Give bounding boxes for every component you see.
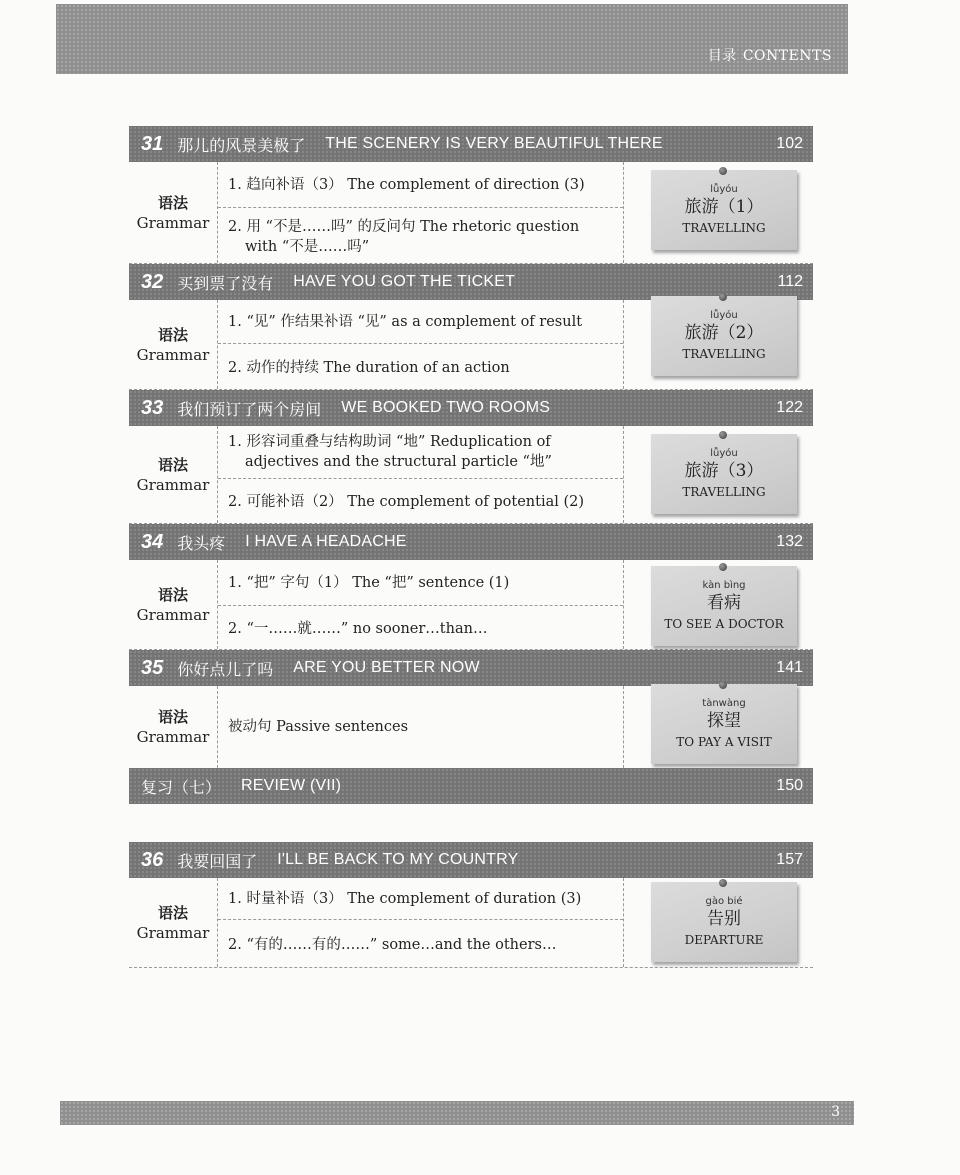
grammar-label — [129, 300, 218, 389]
pushpin-icon — [719, 167, 727, 175]
grammar-items — [218, 300, 624, 389]
note-pinyin: kàn bìng — [702, 580, 746, 591]
lesson-page-number: 141 — [776, 659, 803, 676]
note-title-zh: 旅游（1） — [684, 197, 764, 217]
lesson-number: 33 — [141, 396, 164, 419]
grammar-item: 1. 趋向补语（3） The complement of direction (3) — [218, 162, 623, 208]
grammar-items — [218, 162, 624, 263]
grammar-item: 1. “把” 字句（1） The “把” sentence (1) — [218, 560, 623, 606]
lesson-number: 32 — [141, 270, 164, 293]
lesson-title-en: I'LL BE BACK TO MY COUNTRY — [277, 851, 519, 868]
note-title-en: DEPARTURE — [684, 933, 764, 947]
grammar-items — [218, 426, 624, 523]
grammar-items — [218, 560, 624, 649]
lesson-title-zh: 那儿的风景美极了 — [177, 135, 306, 155]
grammar-item: 2. 用 “不是……吗” 的反问句 The rhetoric question with “不是……吗” — [228, 218, 580, 255]
pushpin-icon — [719, 293, 727, 301]
grammar-label-zh: 语法 — [157, 903, 188, 922]
grammar-label-en: Grammar — [136, 475, 210, 494]
grammar-label-en: Grammar — [136, 605, 210, 624]
lesson-title-zh: 你好点儿了吗 — [177, 659, 274, 679]
note-title-en: TO SEE A DOCTOR — [664, 617, 784, 631]
note-pinyin: tànwàng — [702, 698, 746, 709]
grammar-item: 2. “有的……有的……” some…and the others… — [228, 936, 557, 953]
grammar-label — [129, 162, 218, 263]
lesson-32-bar[interactable] — [129, 264, 813, 300]
lesson-33-bar[interactable] — [129, 390, 813, 426]
page-number: 3 — [831, 1104, 840, 1120]
grammar-label-en: Grammar — [136, 213, 210, 232]
grammar-label-zh: 语法 — [157, 585, 188, 604]
lesson-36-bar[interactable] — [129, 842, 813, 878]
note-pinyin: gào bié — [705, 896, 743, 907]
lesson-number: 31 — [141, 132, 164, 155]
grammar-item: 2. 可能补语（2） The complement of potential (2) — [228, 494, 585, 510]
review-bar[interactable] — [129, 768, 813, 804]
lesson-title-en: I HAVE A HEADACHE — [245, 533, 407, 550]
note-title-en: TRAVELLING — [682, 221, 766, 235]
grammar-items — [218, 686, 624, 768]
review-title-zh: 复习（七） — [141, 777, 222, 797]
grammar-label-en: Grammar — [136, 923, 210, 942]
grammar-label-en: Grammar — [136, 728, 210, 746]
lesson-page-number: 157 — [776, 851, 803, 868]
lesson-page-number: 122 — [776, 399, 803, 416]
contents-label-zh: 目录 — [707, 48, 737, 64]
note-title-zh: 旅游（2） — [684, 323, 764, 343]
note-title-zh: 看病 — [707, 593, 741, 613]
grammar-label — [129, 878, 218, 967]
topic-note-card — [651, 170, 797, 250]
lesson-title-zh: 我头疼 — [177, 533, 226, 553]
topic-note-card — [651, 434, 797, 514]
lesson-title-en: HAVE YOU GOT THE TICKET — [293, 273, 516, 290]
review-page-number: 150 — [776, 777, 803, 794]
topic-note-card — [651, 684, 797, 764]
lesson-number: 34 — [141, 530, 164, 553]
lesson-title-en: ARE YOU BETTER NOW — [293, 659, 480, 676]
note-pinyin: lǚyóu — [710, 310, 738, 321]
lesson-title-en: THE SCENERY IS VERY BEAUTIFUL THERE — [325, 135, 663, 152]
grammar-item: 1. “见” 作结果补语 “见” as a complement of result — [218, 300, 623, 344]
lesson-35-bar[interactable] — [129, 650, 813, 686]
grammar-item: 2. “一……就……” no sooner…than… — [228, 620, 488, 637]
topic-note-card — [651, 882, 797, 962]
pushpin-icon — [719, 563, 727, 571]
grammar-items — [218, 878, 624, 967]
lesson-page-number: 102 — [776, 135, 803, 152]
lesson-number: 35 — [141, 656, 164, 679]
note-title-zh: 告别 — [707, 909, 741, 929]
lesson-31-bar[interactable] — [129, 126, 813, 162]
grammar-label — [129, 426, 218, 523]
lesson-34-bar[interactable] — [129, 524, 813, 560]
topic-note-card — [651, 566, 797, 646]
lesson-page-number: 112 — [777, 273, 803, 290]
grammar-item: 1. 时量补语（3） The complement of duration (3) — [218, 878, 623, 920]
lesson-title-zh: 我们预订了两个房间 — [177, 399, 322, 419]
grammar-label-zh: 语法 — [157, 325, 188, 344]
grammar-label-zh: 语法 — [157, 193, 188, 212]
lesson-number: 36 — [141, 848, 164, 871]
lesson-title-en: WE BOOKED TWO ROOMS — [341, 399, 551, 416]
grammar-label-zh: 语法 — [157, 708, 188, 726]
lesson-title-zh: 我要回国了 — [177, 851, 258, 871]
review-title-en: REVIEW (VII) — [241, 777, 342, 794]
grammar-item: 2. 动作的持续 The duration of an action — [228, 359, 510, 376]
note-pinyin: lǚyóu — [710, 448, 738, 459]
bottom-footer-band — [60, 1101, 854, 1125]
contents-label-en: CONTENTS — [742, 48, 832, 64]
note-title-en: TO PAY A VISIT — [676, 735, 772, 749]
lesson-title-zh: 买到票了没有 — [177, 273, 274, 293]
pushpin-icon — [719, 879, 727, 887]
pushpin-icon — [719, 431, 727, 439]
note-title-en: TRAVELLING — [682, 485, 766, 499]
grammar-label — [129, 686, 218, 768]
contents-header — [708, 45, 832, 65]
pushpin-icon — [719, 681, 727, 689]
grammar-label-en: Grammar — [136, 345, 210, 364]
grammar-item: 1. 形容词重叠与结构助词 “地” Reduplication of adjectives and the structural particle “地” — [218, 426, 623, 479]
grammar-item: 被动句 Passive sentences — [228, 719, 409, 735]
note-title-zh: 探望 — [707, 711, 741, 731]
grammar-label — [129, 560, 218, 649]
note-title-en: TRAVELLING — [682, 347, 766, 361]
lesson-page-number: 132 — [776, 533, 803, 550]
note-title-zh: 旅游（3） — [684, 461, 764, 481]
topic-note-card — [651, 296, 797, 376]
note-pinyin: lǚyóu — [710, 184, 738, 195]
grammar-label-zh: 语法 — [157, 455, 188, 474]
top-header-band — [56, 4, 848, 74]
